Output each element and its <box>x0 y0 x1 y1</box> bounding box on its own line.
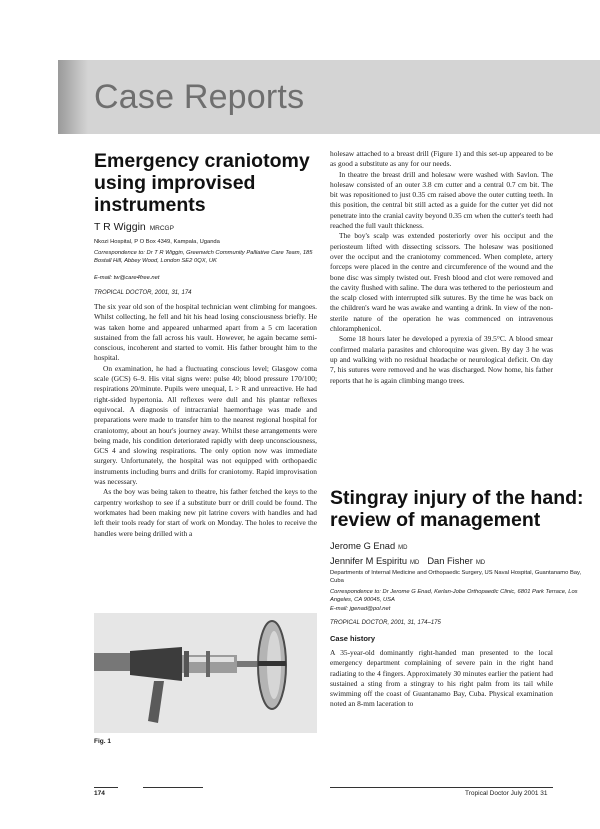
paragraph: In theatre the breast drill and holesaw were washed with Savlon. The holesaw consisted of an outer 3.8 cm cutter and a central 0.7 cm bit. The bit was repositioned to just 0.35 cm raised above the outer cutting teeth. In this position, the central bit still acted as a guide for the cutter yet did not penetrate into the cranial cavity beyond 0.35 cm when the cutter's teeth had reached the full vault thickness. <box>330 169 553 231</box>
correspondence-address: Correspondence to: Dr T R Wiggin, Greenwich Community Palliative Care Team, 185 Bostall Hill, Abbey Wood, London SE2 0QX, UK <box>94 250 313 264</box>
body-column-left <box>94 302 317 539</box>
author-degree: MRCGP <box>149 225 174 232</box>
author-affiliation: Departments of Internal Medicine and Orthopaedic Surgery, US Naval Hospital, Guantanamo Bay, Cuba <box>330 570 582 584</box>
author-name: Jerome G Enad <box>330 541 396 551</box>
article-title: Stingray injury of the hand: review of management <box>330 487 584 531</box>
figure-drill-photo <box>94 613 317 733</box>
body-column-right-lower <box>330 648 553 710</box>
author-name: Dan Fisher <box>427 555 473 566</box>
paragraph: As the boy was being taken to theatre, his father fetched the keys to the carpentry workshop to see if a substitute burr or drill could be found. The workmates had been making new pit latrine covers with handles and had left their tools ready for start of work on Monday. The holes to receive the handles were being drilled with a <box>94 487 317 538</box>
paragraph: The boy's scalp was extended posteriorly over his occiput and the periosteum lifted with dissecting scissors. The holesaw was positioned over the occiput and the craniotomy commenced. When complete, artery forceps were placed in the centre and circumference of the wound and the bone disc was simply twisted out. Fresh blood and clot were removed and the cavity flushed with saline. The dura was tethered to the periosteum and the scalp closed with interrupted silk sutures. By the time he was back on the children's ward he was awake and wanting a drink. In view of the non-sterile nature of the operation he was commenced on intravenous chloramphenicol. <box>330 231 553 334</box>
author-affiliation: Nkozi Hospital, P O Box 4349, Kampala, Uganda <box>94 239 220 245</box>
correspondence-email: E-mail: jgenad@pol.net <box>330 606 391 612</box>
correspondence-address: Correspondence to: Dr Jerome G Enad, Kerlan-Jobe Orthopaedic Clinic, 6801 Park Terrace, Los Angeles, CA 90045, USA <box>330 589 578 603</box>
page-number: 174 <box>94 790 105 797</box>
paragraph: The six year old son of the hospital technician went climbing for mangoes. Whilst collecting, he fell and hit his head losing consciousness briefly. He was taken home and appeared unharmed apart from a 5 cm laceration sustained from the fall across his vault. However, he again became semi-conscious, incoherent and started to vomit. His father brought him to the hospital. <box>94 302 317 363</box>
paragraph: On examination, he had a fluctuating conscious level; Glasgow coma scale (GCS) 6–9. His vital signs were: pulse 40; blood pressure 170/100; respirations 20/minute. Pupils were unequal, L > R and unreactive. He had right-sided hypertonia. All reflexes were dull and his plantar reflexes equivocal. A diagnosis of intracranial haemorrhage was made and preparations were made to transfer him to the nearest regional hospital for craniotomy, about an hour's journey away. Whilst these arrangements were being made, his condition deteriorated rapidly with deep unconsciousness, GCS 4 and slowing respirations. The only option now was immediate surgery. Unfortunately, the hospital was not equipped with orthopaedic instruments including burrs and drills for craniotomy. Rapid improvisation was necessary. <box>94 363 317 487</box>
body-column-right <box>330 149 553 386</box>
author-name: T R Wiggin <box>94 221 146 233</box>
article-authors <box>330 540 590 569</box>
article-title: Emergency craniotomy using improvised instruments <box>94 150 310 216</box>
section-heading: Case history <box>330 634 376 643</box>
footer-rule <box>143 787 203 788</box>
author-degree: MD <box>475 559 486 566</box>
article-author <box>94 221 174 233</box>
footer-rule <box>94 787 118 788</box>
section-title: Case Reports <box>94 78 305 116</box>
journal-reference: TROPICAL DOCTOR, 2001, 31, 174–175 <box>330 620 441 626</box>
paragraph: A 35-year-old dominantly right-handed man presented to the local emergency department complaining of severe pain in the right hand radiating to the 4 fingers. Approximately 30 minutes earlier the patient had sustained a sting from a stingray to his right palm from its tail while swimming off the coast of Guantanamo Bay, Cuba. Physical examination noted an 8-mm laceration to <box>330 648 553 709</box>
author-degree: MD <box>398 545 408 551</box>
drill-holesaw-illustration <box>94 613 317 733</box>
footer-journal-issue: Tropical Doctor July 2001 31 <box>465 790 548 797</box>
correspondence-email: E-mail: tw@care4free.net <box>94 275 160 281</box>
footer-rule <box>330 787 553 788</box>
author-degree: MD <box>410 559 420 566</box>
paragraph: holesaw attached to a breast drill (Figure 1) and this set-up appeared to be as good a substitute as any for our needs. <box>330 149 553 169</box>
journal-reference: TROPICAL DOCTOR, 2001, 31, 174 <box>94 290 192 296</box>
author-name: Jennifer M Espiritu <box>330 555 407 566</box>
figure-caption: Fig. 1 <box>94 738 111 745</box>
paragraph: Some 18 hours later he developed a pyrexia of 39.5°C. A blood smear confirmed malaria parasites and chloroquine was given. By day 3 he was up and walking with no residual headache or neurological deficit. On day 7, his sutures were removed and he was discharged. Now home, his father reports that he is again climbing mango trees. <box>330 334 553 385</box>
banner-shading <box>58 60 88 134</box>
